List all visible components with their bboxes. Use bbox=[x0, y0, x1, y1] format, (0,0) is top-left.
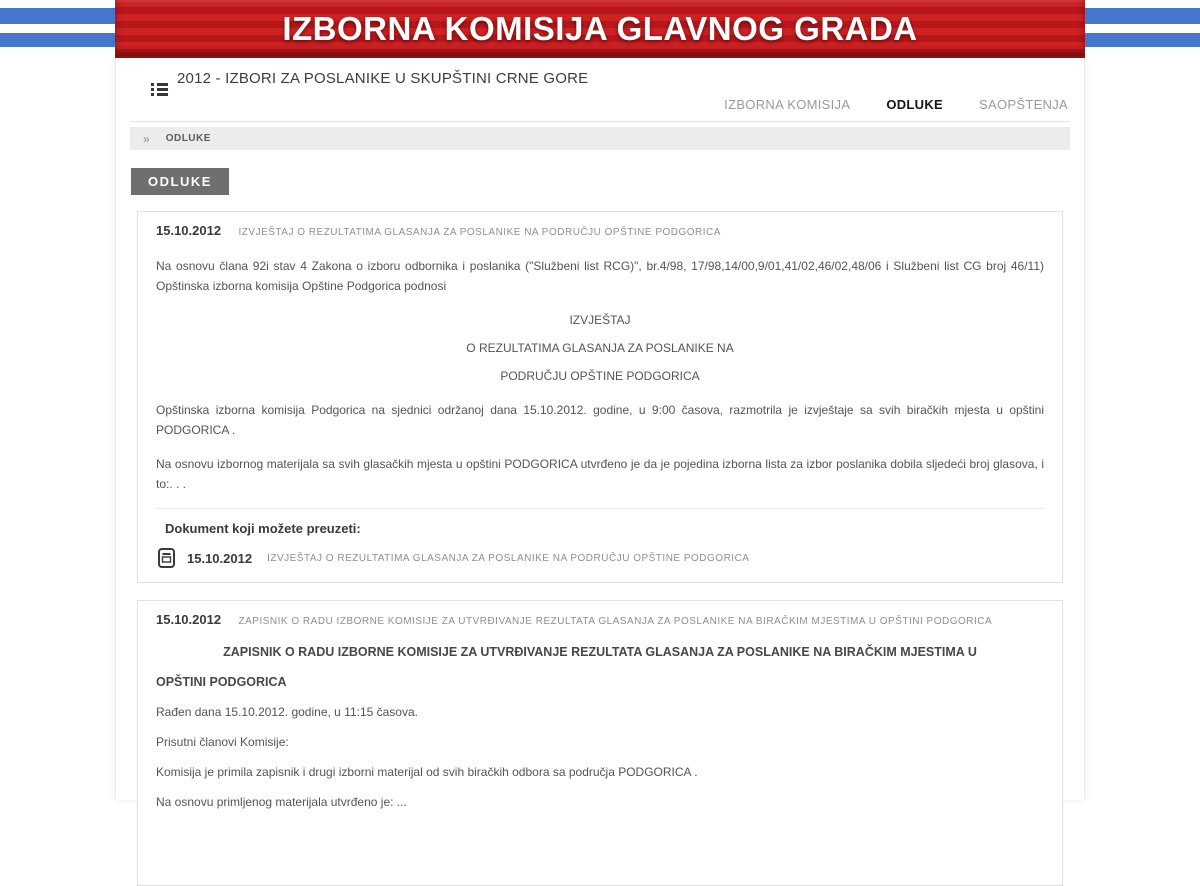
article-paragraph: Na osnovu izbornog materijala sa svih glasačkih mjesta u opštini PODGORICA utvrđeno je da je pojedina izborna lista za izbor poslanika dobila sljedeći broj glasova, i to:. . . bbox=[156, 457, 1044, 491]
article-date: 15.10.2012 bbox=[156, 223, 222, 238]
attachments-heading: Dokument koji možete preuzeti: bbox=[165, 521, 361, 536]
section-odluke-button[interactable]: ODLUKE bbox=[131, 168, 229, 195]
article-centered-line: PODRUČJU OPŠTINE PODGORICA bbox=[500, 369, 700, 383]
article-paragraph: Opštinska izborna komisija Podgorica na sjednici održanoj dana 15.10.2012. godine, u 9:00 časova, razmotrila je izvještaje sa svih biračkih mjesta u opštini PODGORICA . bbox=[156, 403, 1044, 437]
article-card bbox=[137, 211, 1063, 583]
site-banner bbox=[115, 0, 1085, 58]
article-heading-line: ZAPISNIK O RADU IZBORNE KOMISIJE ZA UTVRĐIVANJE REZULTATA GLASANJA ZA POSLANIKE NA BIRAČKIM MJESTIMA U bbox=[223, 645, 977, 659]
article-paragraph: Na osnovu primljenog materijala utvrđeno je: ... bbox=[156, 795, 407, 809]
article-paragraph: Prisutni članovi Komisije: bbox=[156, 735, 289, 749]
breadcrumb-link-odluke[interactable]: ODLUKE bbox=[165, 133, 211, 144]
article-title-link[interactable]: IZVJEŠTAJ O REZULTATIMA GLASANJA ZA POSLANIKE NA PODRUČJU OPŠTINE PODGORICA bbox=[238, 227, 721, 238]
list-icon bbox=[151, 83, 168, 98]
banner-title: IZBORNA KOMISIJA GLAVNOG GRADA bbox=[282, 10, 918, 47]
article-date: 15.10.2012 bbox=[156, 612, 222, 627]
article-header bbox=[156, 611, 1044, 629]
article-title-link[interactable]: ZAPISNIK O RADU IZBORNE KOMISIJE ZA UTVRĐIVANJE REZULTATA GLASANJA ZA POSLANIKE NA BIRAČKIM MJESTIMA U OPŠTINI PODGORICA bbox=[238, 616, 993, 627]
article-centered-line: O REZULTATIMA GLASANJA ZA POSLANIKE NA bbox=[466, 341, 734, 355]
article-paragraph: Komisija je primila zapisnik i drugi izborni materijal od svih biračkih odbora sa područja PODGORICA . bbox=[156, 765, 698, 779]
article-paragraph: Na osnovu člana 92i stav 4 Zakona o izboru odbornika i poslanika ("Službeni list RCG)", br.4/98, 17/98,14/00,9/01,41/02,46/02,48/06 i Službeni list CG broj 46/11) Opštinska izborna komisija Opštine Podgorica podnosi bbox=[156, 259, 1044, 293]
breadcrumb bbox=[130, 127, 1070, 150]
article-card bbox=[137, 600, 1063, 886]
content-wrapper bbox=[115, 58, 1085, 809]
breadcrumb-arrow-icon: » bbox=[143, 131, 150, 146]
article-centered-line: IZVJEŠTAJ bbox=[569, 313, 631, 327]
article-heading-line: OPŠTINI PODGORICA bbox=[156, 675, 287, 689]
nav-item-izborna-komisija[interactable]: IZBORNA KOMISIJA bbox=[724, 97, 851, 112]
nav-item-odluke[interactable]: ODLUKE bbox=[886, 97, 944, 112]
attachment-download-link[interactable] bbox=[156, 548, 1044, 568]
article-header bbox=[156, 222, 1044, 240]
attachment-label: IZVJEŠTAJ O REZULTATIMA GLASANJA ZA POSLANIKE NA PODRUČJU OPŠTINE PODGORICA bbox=[267, 552, 750, 564]
attachment-date: 15.10.2012 bbox=[187, 550, 253, 566]
site-header bbox=[130, 58, 1070, 122]
article-paragraph: Rađen dana 15.10.2012. godine, u 11:15 časova. bbox=[156, 705, 418, 719]
nav-item-saopstenja[interactable]: SAOPŠTENJA bbox=[979, 97, 1068, 112]
document-icon bbox=[158, 548, 175, 568]
main-nav bbox=[724, 97, 1068, 112]
attachments-section bbox=[156, 508, 1044, 568]
site-title: 2012 - IZBORI ZA POSLANIKE U SKUPŠTINI CRNE GORE bbox=[177, 70, 589, 87]
